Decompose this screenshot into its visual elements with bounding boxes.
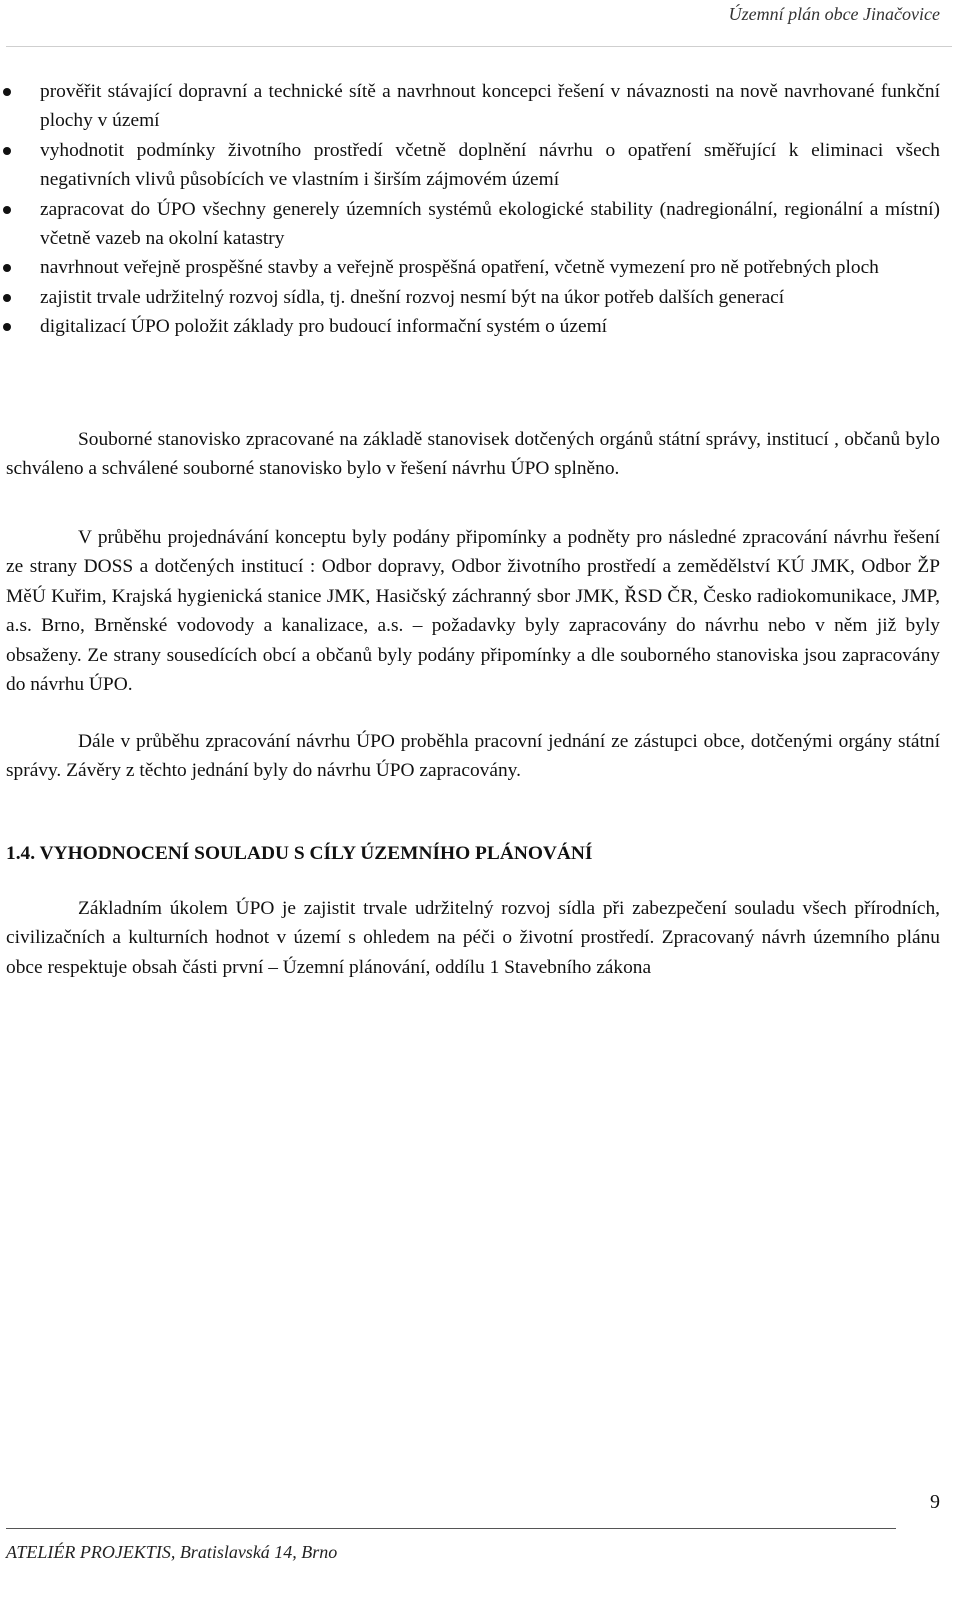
bullet-icon bbox=[3, 264, 11, 272]
page-header-title: Územní plán obce Jinačovice bbox=[728, 4, 940, 24]
bullet-icon bbox=[3, 88, 11, 96]
list-item-text: prověřit stávající dopravní a technické sítě a navrhnout koncepci řešení v návaznosti na nově navrhované funkční plochy v území bbox=[40, 81, 940, 132]
list-item-text: navrhnout veřejně prospěšné stavby a veřejně prospěšná opatření, včetně vymezení pro ně potřebných ploch bbox=[40, 257, 879, 279]
list-item bbox=[0, 312, 960, 341]
list-item bbox=[0, 136, 960, 195]
paragraph-zakladni-ukol: Základním úkolem ÚPO je zajistit trvale udržitelný rozvoj sídla při zabezpečení souladu všech přírodních, civilizačních a kulturních hodnot v území s ohledem na péči o životní prostředí. Zpracovaný návrh územního plánu obce respektuje obsah části první – Územní plánování, oddílu 1 Stavebního zákona bbox=[6, 898, 940, 978]
list-item-text: vyhodnotit podmínky životního prostředí včetně doplnění návrhu o opatření směřující k eliminaci všech negativních vlivů působících ve vlastním i širším zájmovém území bbox=[40, 139, 940, 191]
bullet-icon bbox=[3, 206, 11, 214]
list-item-text: zajistit trvale udržitelný rozvoj sídla, tj. dnešní rozvoj nesmí být na úkor potřeb dalších generací bbox=[40, 286, 785, 308]
paragraph-souborne-stanovisko: Souborné stanovisko zpracované na základě stanovisek dotčených orgánů státní správy, institucí , občanů bylo schváleno a schválené souborné stanovisko bylo v řešení návrhu ÚPO splněno. bbox=[6, 429, 940, 480]
list-item bbox=[0, 283, 960, 312]
list-item-text: digitalizací ÚPO položit základy pro budoucí informační systém o území bbox=[40, 316, 608, 338]
footer-divider bbox=[6, 1528, 896, 1529]
section-heading: 1.4. VYHODNOCENÍ SOULADU S CÍLY ÚZEMNÍHO PLÁNOVÁNÍ bbox=[6, 843, 593, 864]
bullet-icon bbox=[3, 323, 11, 331]
bullet-icon bbox=[3, 294, 11, 302]
paragraph-pracovni-jednani: Dále v průběhu zpracování návrhu ÚPO proběhla pracovní jednání ze zástupci obce, dotčenými orgány státní správy. Závěry z těchto jednání byly do návrhu ÚPO zapracovány. bbox=[6, 731, 940, 782]
list-item-text: zapracovat do ÚPO všechny generely územních systémů ekologické stability (nadregionální, regionální a místní) včetně vazeb na okolní katastry bbox=[40, 198, 940, 250]
header-divider bbox=[6, 46, 952, 47]
list-item bbox=[0, 195, 960, 254]
page-footer-text: ATELIÉR PROJEKTIS, Bratislavská 14, Brno bbox=[6, 1542, 338, 1562]
list-item bbox=[0, 253, 960, 282]
bullet-icon bbox=[3, 147, 11, 155]
list-item bbox=[0, 77, 960, 136]
goals-bullet-list bbox=[0, 77, 960, 342]
paragraph-projednavani-konceptu: V průběhu projednávání konceptu byly podány připomínky a podněty pro následné zpracování návrhu řešení ze strany DOSS a dotčených institucí : Odbor dopravy, Odbor životního prostředí a zemědělství KÚ JMK, Odbor ŽP MěÚ Kuřim, Krajská hygienická stanice JMK, Hasičský záchranný sbor JMK, ŘSD ČR, Česko radiokomunikace, JMP, a.s. Brno, Brněnské vodovody a kanalizace, a.s. – požadavky byly zapracovány do návrhu nebo v něm již byly obsaženy. Ze strany sousedících obcí a občanů byly podány připomínky a dle souborného stanoviska jsou zapracovány do návrhu ÚPO. bbox=[6, 527, 940, 696]
page-number: 9 bbox=[930, 1491, 940, 1513]
